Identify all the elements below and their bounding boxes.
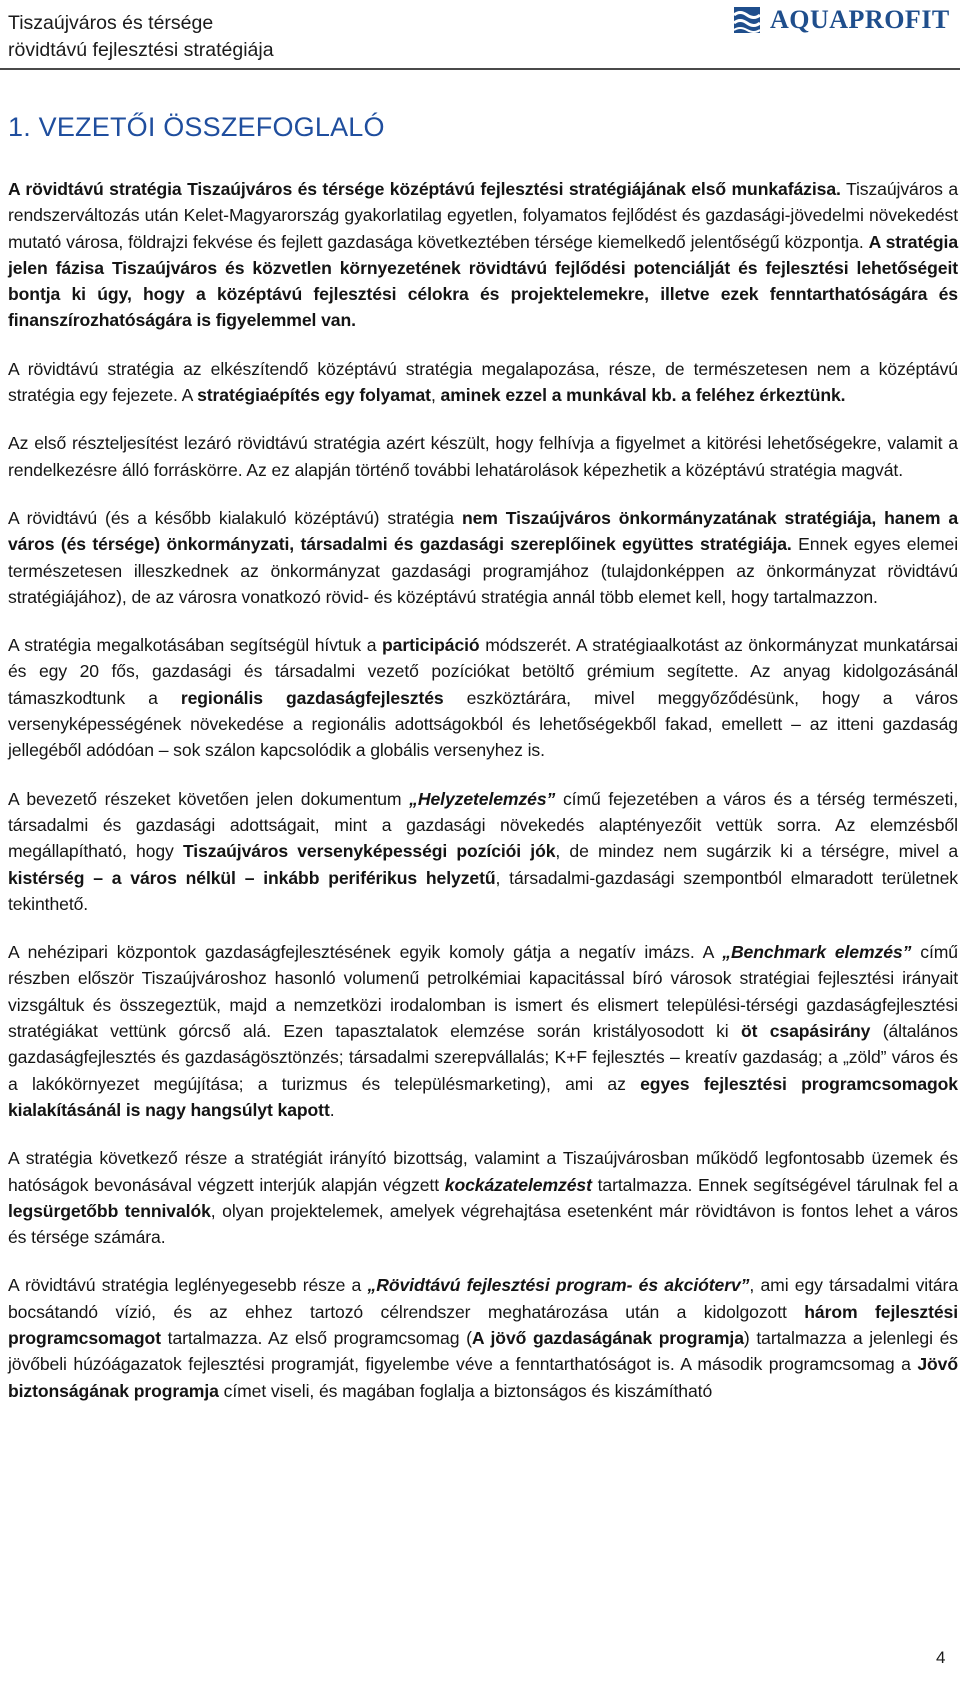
bold-text: stratégiaépítés egy folyamat	[197, 385, 431, 406]
bold-text: nem Tiszaújváros önkormányzatának stratégiája, hanem a város (és térsége) önkormányzati, társadalmi és gazdasági szereplőinek együttes stratégiája.	[8, 507, 959, 555]
text-run: A bevezető részeket követően jelen dokumentum	[8, 788, 410, 809]
text-run: eszköztárára, mivel meggyőződésünk, hogy a város versenyképességének növekedése a regionális adottságokból és lehetőségekből fakad, emellett – az itteni gazdaság jellegéből adódóan – sok szálon kapcsolódik a globális versenyhez is.	[8, 687, 958, 761]
document-title-line2: rövidtávú fejlesztési stratégiája	[8, 39, 274, 61]
body-paragraph	[8, 1145, 958, 1250]
bold-text: öt csapásirány	[740, 1021, 871, 1042]
text-run: A nehézipari központok gazdaságfejlesztésének egyik komoly gátja a negatív imázs. A	[8, 942, 723, 963]
text-run: címet viseli, és magában foglalja a biztonságos és kiszámítható	[218, 1380, 713, 1401]
body-paragraph	[8, 430, 958, 483]
text-run: ,	[430, 385, 441, 406]
emphasis-text: „Benchmark elemzés”	[722, 942, 912, 963]
aquaprofit-logo-icon	[730, 3, 764, 37]
body-paragraph	[8, 786, 958, 917]
text-run: , de mindez nem sugárzik ki a térségre, mivel a	[555, 841, 959, 862]
text-run: A rövidtávú stratégia leglényegesebb része a	[8, 1275, 368, 1296]
bold-text: egyes fejlesztési programcsomagok kialakításánál is nagy hangsúlyt kapott	[8, 1073, 958, 1120]
bold-text: A jövő gazdaságának programja	[471, 1327, 744, 1348]
page-header	[0, 0, 960, 70]
bold-text: Tiszaújváros versenyképességi pozíciói jók	[182, 841, 556, 862]
document-title-line1: Tiszaújváros és térsége	[8, 12, 214, 34]
text-run: A rövidtávú stratégia az elkészítendő középtávú stratégia megalapozása, része, de természetesen nem a középtávú stratégia egy fejezete. A	[8, 358, 958, 406]
text-run: tartalmazza. Ennek segítségével tárulnak fel a	[591, 1174, 958, 1195]
text-run: módszerét. A stratégiaalkotást az önkormányzat munkatársai és egy 20 fős, gazdasági és társadalmi vezető pozíciókat betöltő grémium segítette. Az anyag kidolgozásánál támaszkodtunk a	[8, 635, 958, 708]
bold-text: participáció	[382, 635, 480, 656]
body-paragraph	[8, 176, 958, 334]
text-run: A stratégia következő része a stratégiát irányító bizottság, valamint a Tiszaújvárosban működő legfontosabb üzemek és hatóságok bevonásával végzett interjúk alapján végzett	[8, 1148, 958, 1195]
text-run: ) tartalmazza a jelenlegi és jövőbeli húzóágazatok fejlesztési programját, figyelembe véve a fenntarthatóságot is. A második programcsomag a	[8, 1327, 958, 1375]
bold-text: aminek ezzel a munkával kb. a feléhez érkeztünk.	[440, 385, 846, 406]
bold-text: legsürgetőbb tennivalók	[8, 1200, 211, 1221]
text-run: , olyan projektelemek, amelyek végrehajtása esetenként már rövidtávon is fontos lehet a város és térsége számára.	[8, 1200, 958, 1248]
body-paragraph	[8, 356, 958, 409]
text-run: tartalmazza. Az első programcsomag (	[160, 1327, 472, 1348]
document-body	[8, 176, 958, 1426]
page-number: 4	[936, 1648, 946, 1667]
body-paragraph	[8, 505, 958, 610]
document-title	[8, 10, 274, 64]
text-run: Az első részteljesítést lezáró rövidtávú stratégia azért készült, hogy felhívja a figyelmet a kitörési lehetőségekre, valamit a rendelkezésre álló forráskörre. Az ez alapján történő további lehatárolások képezhetik a középtávú stratégia magvát.	[8, 433, 958, 480]
bold-text: három fejlesztési programcsomagot	[8, 1301, 959, 1348]
text-run: .	[329, 1099, 335, 1120]
text-run: Ennek egyes elemei természetesen illeszkednek az önkormányzat gazdasági programjához (tulajdonképpen az önkormányzat rövidtávú stratégiájához), de az városra vonatkozó rövid- és középtávú stratégia annál több elemet kell, hogy tartalmazzon.	[8, 534, 958, 607]
bold-text	[409, 789, 555, 809]
text-run: (általános gazdaságfejlesztés és gazdaságösztönzés; társadalmi szerepvállalás; K+F fejlesztés – kreatív gazdaság; a „zöld” város és a lakókörnyezet megújítása; a turizmus és településmarketing), ami az	[8, 1021, 958, 1094]
text-run: című fejezetében a város és a térség természeti, társadalmi és gazdasági adottságait, mint a gazdasági növekedés alaptényezőit vettük sorra. Az elemzésből megállapítható, hogy	[8, 788, 958, 862]
text-run: , társadalmi-gazdasági szempontból elmaradott területnek tekinthető.	[8, 867, 958, 914]
header-divider	[0, 68, 960, 70]
bold-text	[722, 942, 911, 962]
emphasis-text: kockázatelemzést	[444, 1174, 592, 1195]
bold-text	[368, 1275, 750, 1295]
text-run: A stratégia megalkotásában segítségül hívtuk a	[8, 635, 383, 656]
text-run: Tiszaújváros a rendszerváltozás után Kelet-Magyarország gyakorlatilag egyetlen, folyamatos fejlődést és gazdasági-jövedelmi növekedést mutató városa, földrajzi fekvése és fejlett gazdasága következtében térsége kiemelkedő jelentőségű központja.	[8, 179, 959, 252]
text-run: című részben először Tiszaújvároshoz hasonló volumenű petrolkémiai kapacitással bíró városok stratégiai fejlesztési irányait vizsgáltuk és összegeztük, majd a nemzetközi irodalomban is ismert és elismert települési-térségi gazdaságfejlesztési stratégiákat vettünk górcső alá. Ezen tapasztalatok elemzése során kristályosodott ki	[8, 942, 958, 1042]
aquaprofit-logo-text: AQUAPROFIT	[770, 5, 950, 34]
text-run: , ami egy társadalmi vitára bocsátandó vízió, és az ehhez tartozó célrendszer meghatározása után a kidolgozott	[8, 1275, 959, 1322]
text-run: A rövidtávú (és a később kialakuló középtávú) stratégia	[8, 507, 462, 528]
section-heading: 1. VEZETŐI ÖSSZEFOGLALÓ	[8, 112, 385, 142]
emphasis-text: „Rövidtávú fejlesztési program- és akcióterv”	[367, 1275, 750, 1296]
bold-text: kistérség – a város nélkül – inkább periférikus helyzetű	[8, 867, 496, 888]
bold-text: A rövidtávú stratégia Tiszaújváros és térsége középtávú fejlesztési stratégiájának első munkafázisa.	[8, 179, 841, 199]
body-paragraph	[8, 632, 958, 763]
bold-text: Jövő biztonságának programja	[8, 1354, 958, 1401]
body-paragraph	[8, 939, 958, 1123]
bold-text: regionális gazdaságfejlesztés	[180, 687, 444, 708]
aquaprofit-logo	[730, 0, 950, 40]
emphasis-text: „Helyzetelemzés”	[409, 788, 556, 809]
bold-text: A stratégia jelen fázisa Tiszaújváros és közvetlen környezetének rövidtávú fejlődési potenciálját és fejlesztési lehetőségeit bontja ki úgy, hogy a középtávú fejlesztési célokra és projektelemekre, illetve ezek fenntarthatóságára és finanszírozhatóságára is figyelemmel van.	[8, 231, 959, 331]
bold-text	[445, 1175, 592, 1195]
body-paragraph	[8, 1272, 958, 1403]
